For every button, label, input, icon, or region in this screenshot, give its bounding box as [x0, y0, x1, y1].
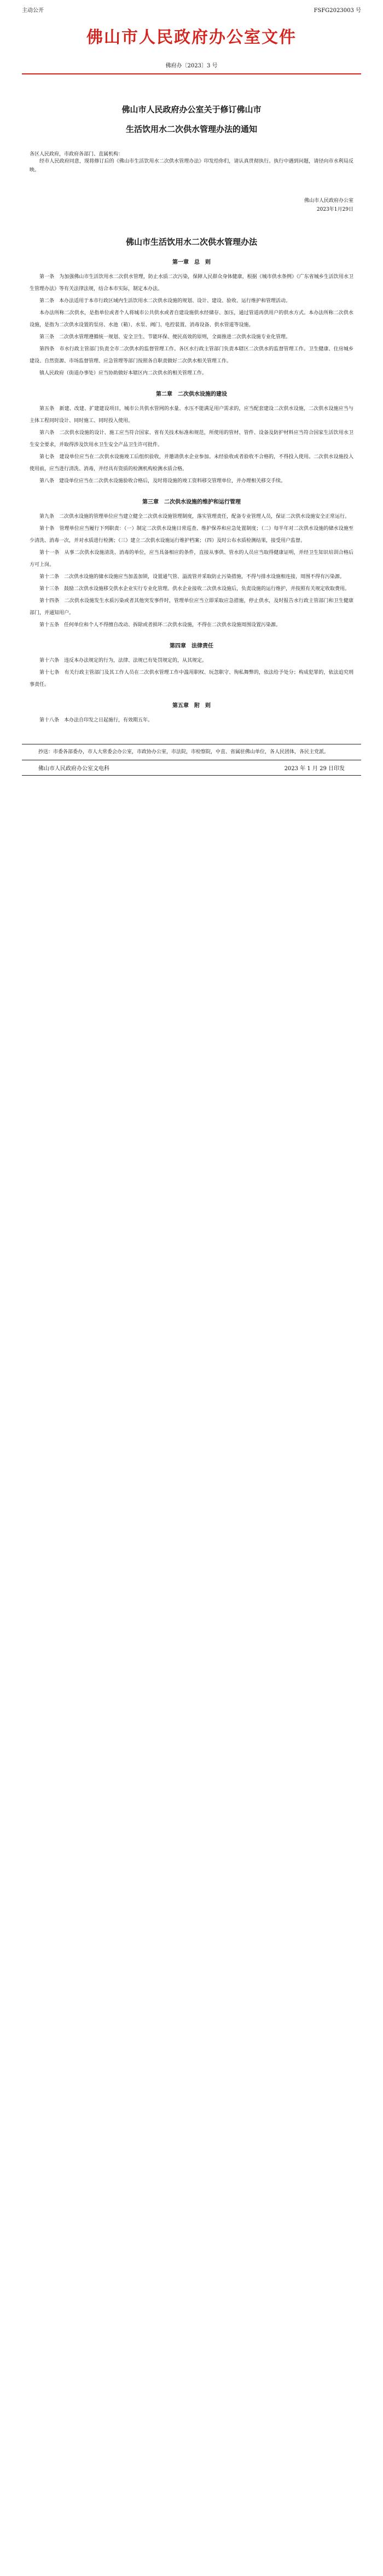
top-bar [0, 0, 383, 14]
footer-rule-bottom [22, 775, 361, 776]
document-footer [22, 741, 361, 779]
article-paragraph: 第六条 二次供水设施的设计、施工应当符合国家、省有关技术标准和规范，所使用的管材、管件、设备及防护材料应当符合国家生活饮用水卫生安全要求，并取得涉及饮用水卫生安全产品卫生许可批件。 [30, 430, 353, 448]
article-paragraph: 第十五条 任何单位和个人不得擅自改动、拆除或者损坏二次供水设施，不得在二次供水设施周围设置污染源。 [39, 622, 281, 628]
chapters [0, 257, 383, 726]
chapter-title: 第二章 二次供水设施的建设 [156, 391, 227, 397]
article-paragraph: 镇人民政府（街道办事处）应当协助做好本辖区内二次供水的相关管理工作。 [39, 371, 207, 376]
article-paragraph: 第十三条 鼓励二次供水设施移交供水企业实行专业化管理。供水企业接收二次供水设施后，负责设施的运行维护，并按照有关规定收取费用。 [39, 586, 350, 592]
article-paragraph: 第三条 二次供水管理遵循统一规划、安全卫生、节能环保、便民高效的原则，全面推进二次供水设施专业化管理。 [39, 334, 291, 340]
article-paragraph: 第十七条 有关行政主管部门及其工作人员在二次供水管理工作中滥用职权、玩忽职守、徇私舞弊的，依法给予处分；构成犯罪的，依法追究刑事责任。 [30, 670, 353, 688]
cc-list: 抄送：市委各部委办，市人大常委会办公室，市政协办公室，市法院，市检察院，中直、省属驻佛山单位，各人民团体，各民主党派。 [38, 749, 329, 755]
issue-row [22, 764, 361, 772]
article-paragraph: 第十条 管理单位应当履行下列职责：（一）制定二次供水设施日常巡查、维护保养和应急处置制度；（二）每半年对二次供水设施的储水设施至少清洗、消毒一次，并对水质进行检测；（三）建立二次供水设施运行维护档案；（四）及时公布水质检测结果，接受用户监督。 [30, 526, 353, 544]
chapter-title: 第三章 二次供水设施的维护和运行管理 [142, 499, 241, 505]
document-number: 佛府办〔2023〕3 号 [165, 63, 218, 69]
signer: 佛山市人民政府办公室 [304, 198, 353, 204]
article-paragraph: 第七条 建设单位应当在二次供水设施竣工后组织验收，并邀请供水企业参加。未经验收或者验收不合格的，不得投入使用。二次供水设施投入使用前，应当进行清洗、消毒，并经具有资质的检测机构检测水质合格。 [30, 454, 353, 472]
red-divider [22, 73, 361, 74]
issuer: 佛山市人民政府办公室文电科 [38, 766, 109, 772]
notice-title-line1: 佛山市人民政府办公室关于修订佛山市 [121, 105, 262, 114]
addressee: 各区人民政府，市政府各部门、直属机构： [30, 152, 124, 157]
article-paragraph: 第四条 市水行政主管部门负责全市二次供水的监督管理工作。各区水行政主管部门负责本辖区二次供水的监督管理工作。卫生健康、住房城乡建设、自然资源、市场监督管理、应急管理等部门按照各自职责做好二次供水相关管理工作。 [30, 346, 353, 364]
article-paragraph: 第二条 本办法适用于本市行政区域内生活饮用水二次供水设施的规划、设计、建设、验收、运行维护和管理活动。 [39, 298, 291, 304]
article-paragraph: 第十一条 从事二次供水设施清洗、消毒的单位，应当具备相应的条件，直接从事供、管水的人员应当取得健康证明，并经卫生知识培训合格后方可上岗。 [30, 550, 353, 568]
disclosure-label: 主动公开 [22, 8, 44, 14]
document-code: FSFG2023003 号 [314, 8, 361, 14]
red-header-banner: 佛山市人民政府办公室文件 [86, 28, 297, 47]
notice-title-line2: 生活饮用水二次供水管理办法的通知 [125, 124, 257, 134]
notice-date: 2023年1月29日 [316, 207, 353, 212]
article-paragraph: 第九条 二次供水设施的管理单位应当建立健全二次供水设施管理制度，落实管理责任，配备专业管理人员，保证二次供水设施安全正常运行。 [39, 514, 350, 519]
chapter-title: 第五章 附 则 [172, 703, 211, 709]
issue-date: 2023 年 1 月 29 日印发 [284, 766, 345, 772]
document-page [0, 0, 383, 792]
chapter-title: 第一章 总 则 [172, 259, 211, 265]
article-paragraph: 第十六条 违反本办法规定的行为，法律、法规已有处罚规定的，从其规定。 [39, 658, 207, 663]
chapter-title: 第四章 法律责任 [170, 643, 213, 649]
article-paragraph: 第十四条 二次供水设施发生水质污染或者其他突发事件时，管理单位应当立即采取应急措施，停止供水，及时报告水行政主管部门和卫生健康部门，并通知用户。 [30, 598, 353, 616]
notice-body [0, 157, 383, 175]
article-paragraph: 第十二条 二次供水设施的储水设施应当加盖加锁，设置通气管、溢流管并采取防止污染措施，不得与排水设施相连接，周围不得有污染源。 [39, 574, 345, 580]
notice-title [0, 100, 383, 139]
notice-body-text: 经市人民政府同意，现将修订后的《佛山市生活饮用水二次供水管理办法》印发给你们，请认真贯彻执行。执行中遇到问题，请径向市水利局反映。 [30, 159, 353, 173]
article-paragraph: 本办法所称二次供水，是指单位或者个人将城市公共供水或者自建设施供水经储存、加压，通过管道再供用户的供水方式。本办法所称二次供水设施，是指为二次供水设置的泵房、水池（箱）、水泵、阀门、电控装置、消毒设备、供水管道等设施。 [30, 310, 353, 328]
article-paragraph: 第十八条 本办法自印发之日起施行，有效期五年。 [39, 718, 153, 723]
article-paragraph: 第一条 为加强佛山市生活饮用水二次供水管理，防止水质二次污染，保障人民群众身体健康，根据《城市供水条例》《广东省城乡生活饮用水卫生管理办法》等有关法律法规，结合本市实际，制定本办法。 [30, 274, 353, 292]
article-paragraph: 第八条 建设单位应当在二次供水设施验收合格后，及时将设施的竣工资料移交管理单位，并办理相关移交手续。 [39, 478, 286, 484]
regulation-title: 佛山市生活饮用水二次供水管理办法 [125, 237, 257, 247]
article-paragraph: 第五条 新建、改建、扩建建设项目，城市公共供水管网的水量、水压不能满足用户需求的，应当配套建设二次供水设施，二次供水设施应当与主体工程同时设计、同时施工、同时投入使用。 [30, 406, 353, 424]
